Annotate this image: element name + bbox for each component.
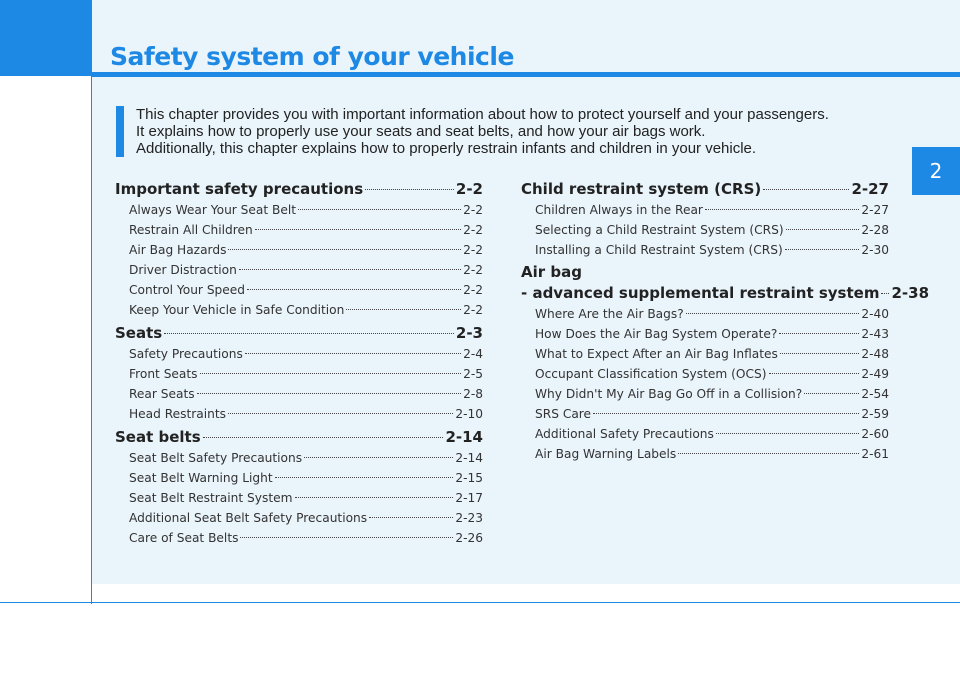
toc-page-number: 2-17: [455, 491, 483, 505]
toc-page-number: 2-10: [455, 407, 483, 421]
toc-entry-title: Care of Seat Belts: [129, 531, 239, 545]
leader-dots: [275, 477, 454, 478]
page-title: Safety system of your vehicle: [110, 42, 514, 71]
toc-entry-title: Children Always in the Rear: [535, 203, 703, 217]
toc-entry-title: Safety Precautions: [129, 347, 243, 361]
toc-section-air-bag-heading[interactable]: Air bag: [521, 263, 582, 281]
toc-entry-title: Additional Seat Belt Safety Precautions: [129, 511, 368, 525]
intro-line: This chapter provides you with important information about how to protect yourself and your passengers.: [136, 106, 829, 123]
leader-dots: [369, 517, 453, 518]
toc-page-number: 2-14: [455, 451, 483, 465]
toc-page-number: 2-2: [463, 263, 483, 277]
header-rule: [92, 72, 960, 77]
toc-page-number: 2-5: [463, 367, 483, 381]
toc-entry[interactable]: [521, 324, 889, 344]
toc-right-column: [521, 178, 930, 464]
toc-entry-title: Front Seats: [129, 367, 198, 381]
leader-dots: [245, 353, 461, 354]
toc-entry[interactable]: [115, 344, 483, 364]
bottom-rule: [0, 602, 960, 603]
toc-entry[interactable]: [521, 220, 889, 240]
toc-entry[interactable]: [115, 528, 483, 548]
toc-section-air-bag[interactable]: [521, 282, 930, 304]
toc-page-number: 2-2: [463, 223, 483, 237]
toc-page-number: 2-54: [861, 387, 889, 401]
toc-entry[interactable]: [115, 300, 483, 320]
leader-dots: [705, 209, 859, 210]
toc-page-number: 2-26: [455, 531, 483, 545]
toc-entry-title: Driver Distraction: [129, 263, 237, 277]
chapter-tab[interactable]: 2: [912, 147, 960, 195]
leader-dots: [164, 333, 454, 334]
leader-dots: [200, 373, 462, 374]
chapter-intro: [116, 106, 926, 157]
leader-dots: [678, 453, 859, 454]
toc-section-title: Seats: [115, 324, 163, 342]
toc-entry-title: Restrain All Children: [129, 223, 253, 237]
intro-line: Additionally, this chapter explains how to properly restrain infants and children in your vehicle.: [136, 140, 757, 157]
toc-entry-title: What to Expect After an Air Bag Inflates: [535, 347, 778, 361]
toc-entry-title: Occupant Classification System (OCS): [535, 367, 767, 381]
toc-entry-title: SRS Care: [535, 407, 592, 421]
toc-page-number: 2-40: [861, 307, 889, 321]
toc-entry-title: Keep Your Vehicle in Safe Condition: [129, 303, 345, 317]
left-margin-rule: [91, 76, 92, 604]
toc-page-number: 2-59: [861, 407, 889, 421]
leader-dots: [295, 497, 454, 498]
toc-page-number: 2-14: [445, 428, 483, 446]
leader-dots: [228, 249, 461, 250]
toc-entry[interactable]: [115, 448, 483, 468]
leader-dots: [298, 209, 461, 210]
toc-section-title: - advanced supplemental restraint system: [521, 284, 880, 302]
leader-dots: [780, 353, 859, 354]
toc-entry[interactable]: [521, 304, 889, 324]
leader-dots: [346, 309, 461, 310]
toc-entry[interactable]: [115, 404, 483, 424]
toc-page-number: 2-15: [455, 471, 483, 485]
leader-dots: [686, 313, 860, 314]
leader-dots: [881, 293, 889, 294]
toc-section-title: Important safety precautions: [115, 180, 364, 198]
toc-page-number: 2-3: [455, 324, 483, 342]
toc-entry-title: Installing a Child Restraint System (CRS): [535, 243, 783, 257]
toc-entry[interactable]: [115, 384, 483, 404]
intro-line: It explains how to properly use your seats and seat belts, and how your air bags work.: [136, 123, 706, 140]
toc-entry[interactable]: [521, 424, 889, 444]
toc-entry[interactable]: [115, 488, 483, 508]
leader-dots: [197, 393, 461, 394]
toc-section-child-restraint[interactable]: [521, 178, 889, 200]
toc-entry[interactable]: [521, 364, 889, 384]
toc-page-number: 2-2: [463, 283, 483, 297]
toc-section-title: Seat belts: [115, 428, 201, 446]
toc-page-number: 2-2: [463, 203, 483, 217]
toc-page-number: 2-23: [455, 511, 483, 525]
toc-entry-title: Seat Belt Restraint System: [129, 491, 293, 505]
leader-dots: [365, 189, 454, 190]
leader-dots: [716, 433, 859, 434]
leader-dots: [804, 393, 859, 394]
toc-left-column: [115, 178, 483, 548]
leader-dots: [240, 537, 453, 538]
toc-entry-title: Seat Belt Warning Light: [129, 471, 273, 485]
toc-page-number: 2-49: [861, 367, 889, 381]
toc-entry[interactable]: [115, 260, 483, 280]
toc-entry[interactable]: [115, 280, 483, 300]
toc-page-number: 2-60: [861, 427, 889, 441]
toc-page-number: 2-2: [463, 303, 483, 317]
toc-page-number: 2-38: [891, 284, 930, 302]
toc-page-number: 2-2: [455, 180, 483, 198]
toc-entry[interactable]: [115, 220, 483, 240]
toc-entry[interactable]: [115, 240, 483, 260]
toc-page-number: 2-2: [463, 243, 483, 257]
toc-entry-title: Air Bag Hazards: [129, 243, 227, 257]
toc-entry-title: Why Didn't My Air Bag Go Off in a Collision?: [535, 387, 803, 401]
corner-accent-block: [0, 0, 92, 76]
leader-dots: [786, 229, 860, 230]
toc-entry[interactable]: [521, 240, 889, 260]
leader-dots: [593, 413, 859, 414]
toc-section-seat-belts[interactable]: [115, 426, 483, 448]
toc-section-seats[interactable]: [115, 322, 483, 344]
toc-page-number: 2-8: [463, 387, 483, 401]
leader-dots: [763, 189, 849, 190]
toc-entry[interactable]: [521, 384, 889, 404]
toc-entry-title: Seat Belt Safety Precautions: [129, 451, 303, 465]
toc-entry-title: Selecting a Child Restraint System (CRS): [535, 223, 784, 237]
toc-entry-title: Air Bag Warning Labels: [535, 447, 677, 461]
leader-dots: [247, 289, 461, 290]
toc-page-number: 2-61: [861, 447, 889, 461]
toc-entry[interactable]: [115, 200, 483, 220]
toc-entry-title: Head Restraints: [129, 407, 227, 421]
leader-dots: [239, 269, 461, 270]
toc-section-important-safety[interactable]: [115, 178, 483, 200]
toc-page-number: 2-28: [861, 223, 889, 237]
toc-section-title: Child restraint system (CRS): [521, 180, 762, 198]
toc-entry[interactable]: [521, 404, 889, 424]
leader-dots: [785, 249, 860, 250]
leader-dots: [304, 457, 453, 458]
toc-entry[interactable]: [521, 444, 889, 464]
leader-dots: [255, 229, 461, 230]
toc-entry-title: How Does the Air Bag System Operate?: [535, 327, 778, 341]
leader-dots: [203, 437, 444, 438]
leader-dots: [228, 413, 453, 414]
toc-page-number: 2-27: [851, 180, 889, 198]
toc-page-number: 2-43: [861, 327, 889, 341]
toc-page-number: 2-30: [861, 243, 889, 257]
leader-dots: [779, 333, 859, 334]
toc-entry-title: Where Are the Air Bags?: [535, 307, 684, 321]
toc-entry[interactable]: [115, 468, 483, 488]
leader-dots: [769, 373, 860, 374]
toc-entry-title: Additional Safety Precautions: [535, 427, 714, 441]
toc-page-number: 2-4: [463, 347, 483, 361]
toc-entry[interactable]: [115, 508, 483, 528]
toc-page-number: 2-27: [861, 203, 889, 217]
toc-entry-title: Always Wear Your Seat Belt: [129, 203, 297, 217]
toc-entry[interactable]: [521, 344, 889, 364]
toc-entry-title: Rear Seats: [129, 387, 195, 401]
toc-entry-title: Control Your Speed: [129, 283, 246, 297]
toc-entry[interactable]: [115, 364, 483, 384]
toc-entry[interactable]: [521, 200, 889, 220]
toc-page-number: 2-48: [861, 347, 889, 361]
